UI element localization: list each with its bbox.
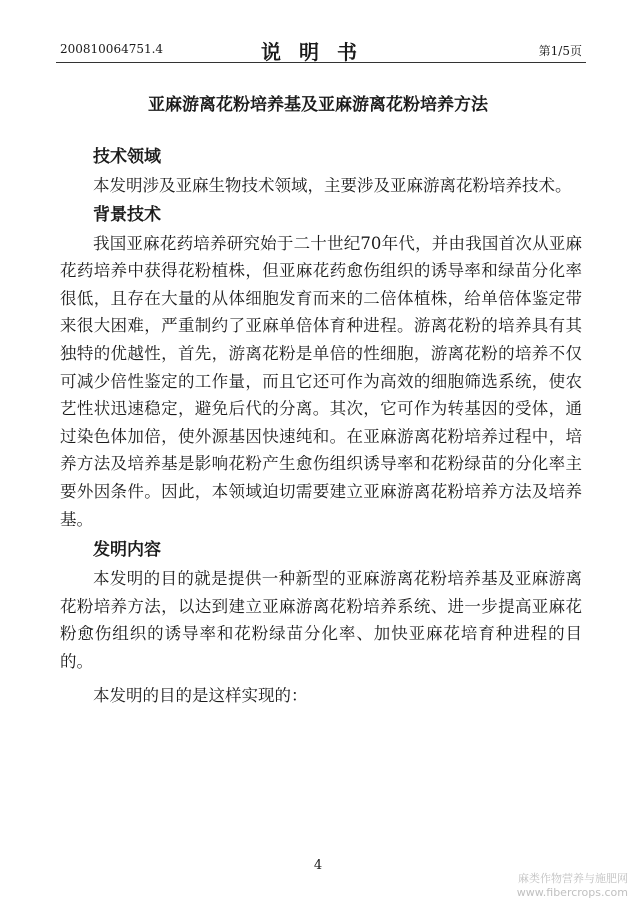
paragraph-invention-implementation: 本发明的目的是这样实现的： bbox=[93, 685, 308, 705]
watermark-url: www.fibercrops.com bbox=[516, 886, 628, 899]
document-number: 200810064751.4 bbox=[60, 42, 164, 56]
document-type-title: 说明书 bbox=[261, 40, 375, 64]
patent-title: 亚麻游离花粉培养基及亚麻游离花粉培养方法 bbox=[148, 95, 488, 115]
section-heading-invention: 发明内容 bbox=[93, 540, 161, 561]
watermark-site-name: 麻类作物营养与施肥网 bbox=[518, 872, 628, 885]
paragraph-invention-purpose: 本发明的目的就是提供一种新型的亚麻游离花粉培养基及亚麻游离花粉培养方法，以达到建立亚麻游离花粉培养系统、进一步提高亚麻花粉愈伤组织的诱导率和花粉绿苗分化率、加快亚麻花培育种进程的目的。 bbox=[60, 569, 582, 671]
section-heading-technical-field: 技术领域 bbox=[93, 147, 161, 167]
watermark bbox=[517, 872, 628, 900]
document-body bbox=[60, 142, 582, 709]
section-heading-background: 背景技术 bbox=[93, 204, 161, 225]
header-divider bbox=[56, 62, 586, 63]
paragraph-technical-field: 本发明涉及亚麻生物技术领域，主要涉及亚麻游离花粉培养技术。 bbox=[93, 176, 572, 195]
paragraph-background: 我国亚麻花药培养研究始于二十世纪70年代，并由我国首次从亚麻花药培养中获得花粉植株，但亚麻花药愈伤组织的诱导率和绿苗分化率很低，且存在大量的从体细胞发育而来的二倍体植株，给单倍体鉴定带来很大困难，严重制约了亚麻单倍体育种进程。游离花粉的培养具有其独特的优越性，首先，游离花粉是单倍的性细胞，游离花粉的培养不仅可减少倍性鉴定的工作量，而且它还可作为高效的细胞筛选系统，使农艺性状迅速稳定，避免后代的分离。其次，它可作为转基因的受体，通过染色体加倍，使外源基因快速纯和。在亚麻游离花粉培养过程中，培养方法及培养基是影响花粉产生愈伤组织诱导率和花粉绿苗的分化率主要外因条件。因此，本领域迫切需要建立亚麻游离花粉培养方法及培养基。 bbox=[60, 233, 582, 529]
page-number: 4 bbox=[313, 858, 323, 873]
page-indicator: 第1/5页 bbox=[538, 44, 582, 58]
